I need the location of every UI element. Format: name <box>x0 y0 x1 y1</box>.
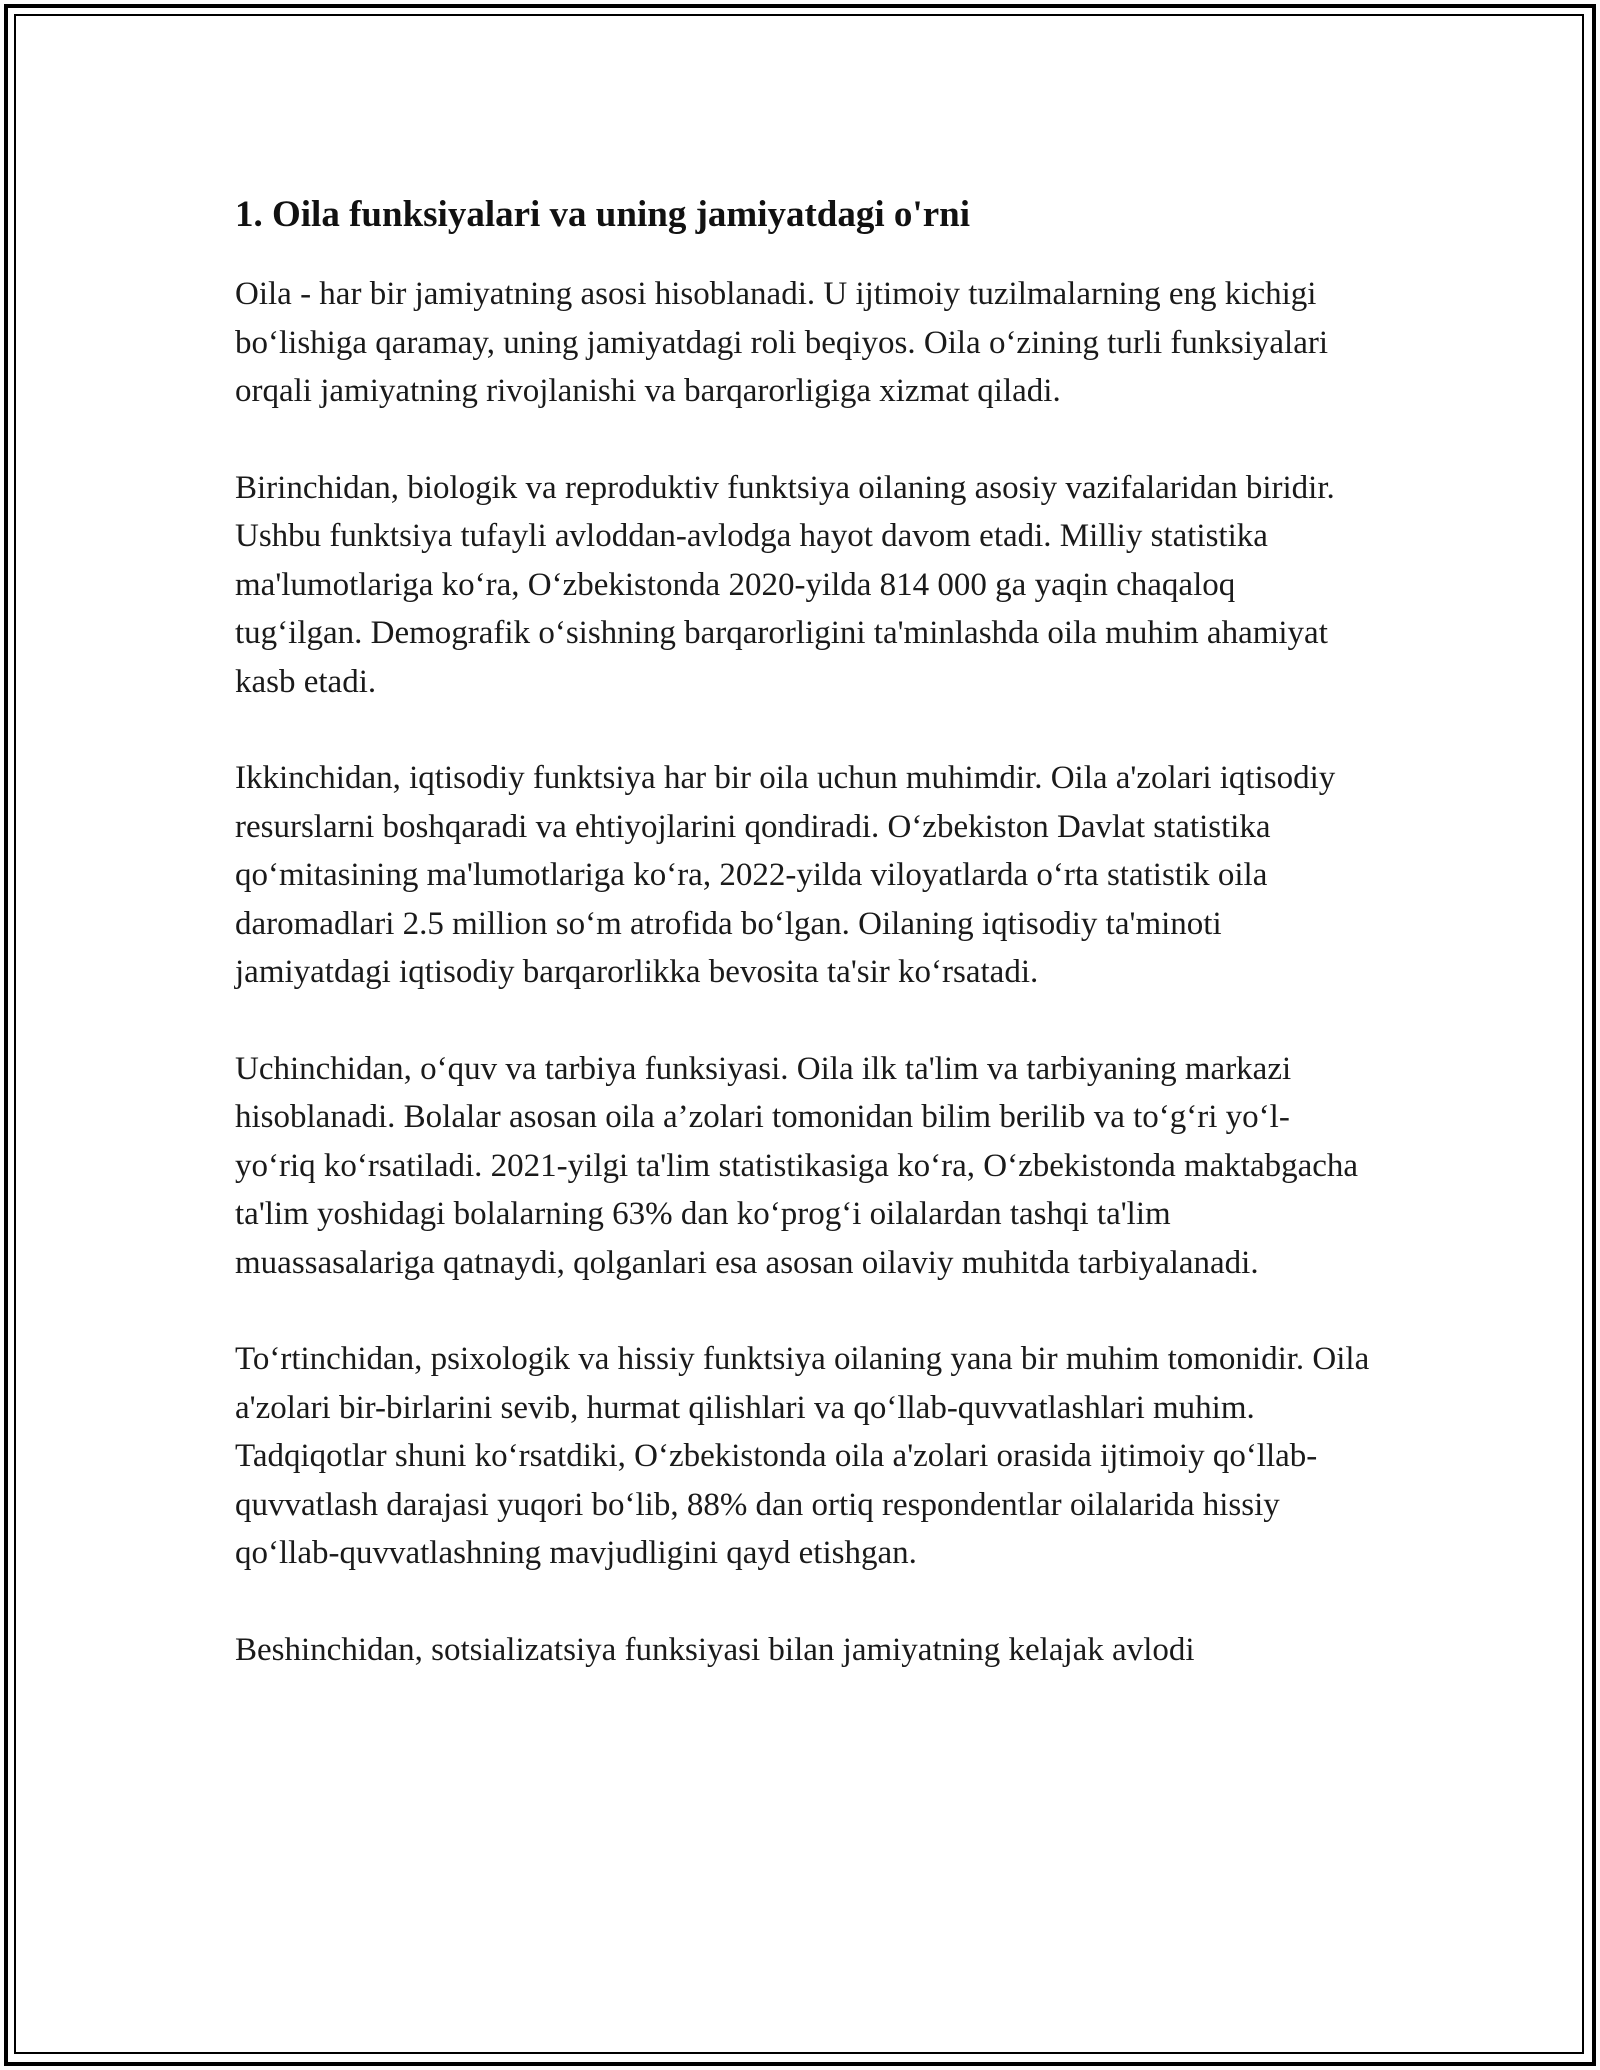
section-title: 1. Oila funksiyalari va uning jamiyatdagi o'rni <box>235 194 970 235</box>
paragraph-socialization-function: Beshinchidan, sotsializatsiya funksiyasi bilan jamiyatning kelajak avlodi <box>235 1631 1195 1668</box>
paragraph-economic-function: Ikkinchidan, iqtisodiy funktsiya har bir oila uchun muhimdir. Oila a'zolari iqtisodiy resurslarni boshqaradi va ehtiyojlarini qondiradi. Oʻzbekiston Davlat statistika qoʻmitasining ma'lumotlariga koʻra, 2022-yilda viloyatlarda oʻrta statistik oila daromadlari 2.5 million soʻm atrofida boʻlgan. Oilaning iqtisodiy ta'minoti jamiyatdagi iqtisodiy barqarorlikka bevosita ta'sir koʻrsatadi. <box>235 760 1336 990</box>
paragraph-psychological-function: Toʻrtinchidan, psixologik va hissiy funktsiya oilaning yana bir muhim tomonidir. Oila a'zolari bir-birlarini sevib, hurmat qilishlari va qoʻllab-quvvatlashlari muhim. Tadqiqotlar shuni koʻrsatdiki, Oʻzbekistonda oila a'zolari orasida ijtimoiy qoʻllab-quvvatlash darajasi yuqori boʻlib, 88% dan ortiq respondentlar oilalarida hissiy qoʻllab-quvvatlashning mavjudligini qayd etishgan. <box>235 1341 1370 1571</box>
paragraph-educational-function: Uchinchidan, oʻquv va tarbiya funksiyasi. Oila ilk ta'lim va tarbiyaning markazi hisoblanadi. Bolalar asosan oila a’zolari tomonidan bilim berilib va toʻgʻri yoʻl-yoʻriq koʻrsatiladi. 2021-yilgi ta'lim statistikasiga koʻra, Oʻzbekistonda maktabgacha ta'lim yoshidagi bolalarning 63% dan koʻprogʻi oilalardan tashqi ta'lim muassasalariga qatnaydi, qolganlari esa asosan oilaviy muhitda tarbiyalanadi. <box>235 1050 1359 1281</box>
paragraph-introduction: Oila - har bir jamiyatning asosi hisoblanadi. U ijtimoiy tuzilmalarning eng kichigi boʻlishiga qaramay, uning jamiyatdagi roli beqiyos. Oila oʻzining turli funksiyalari orqali jamiyatning rivojlanishi va barqarorligiga xizmat qiladi. <box>235 276 1329 409</box>
paragraph-biological-function: Birinchidan, biologik va reproduktiv funktsiya oilaning asosiy vazifalaridan biridir. Ushbu funktsiya tufayli avloddan-avlodga hayot davom etadi. Milliy statistika ma'lumotlariga koʻra, Oʻzbekistonda 2020-yilda 814 000 ga yaqin chaqaloq tugʻilgan. Demografik oʻsishning barqarorligini ta'minlashda oila muhim ahamiyat kasb etadi. <box>235 469 1335 700</box>
document-body <box>235 188 1370 1722</box>
